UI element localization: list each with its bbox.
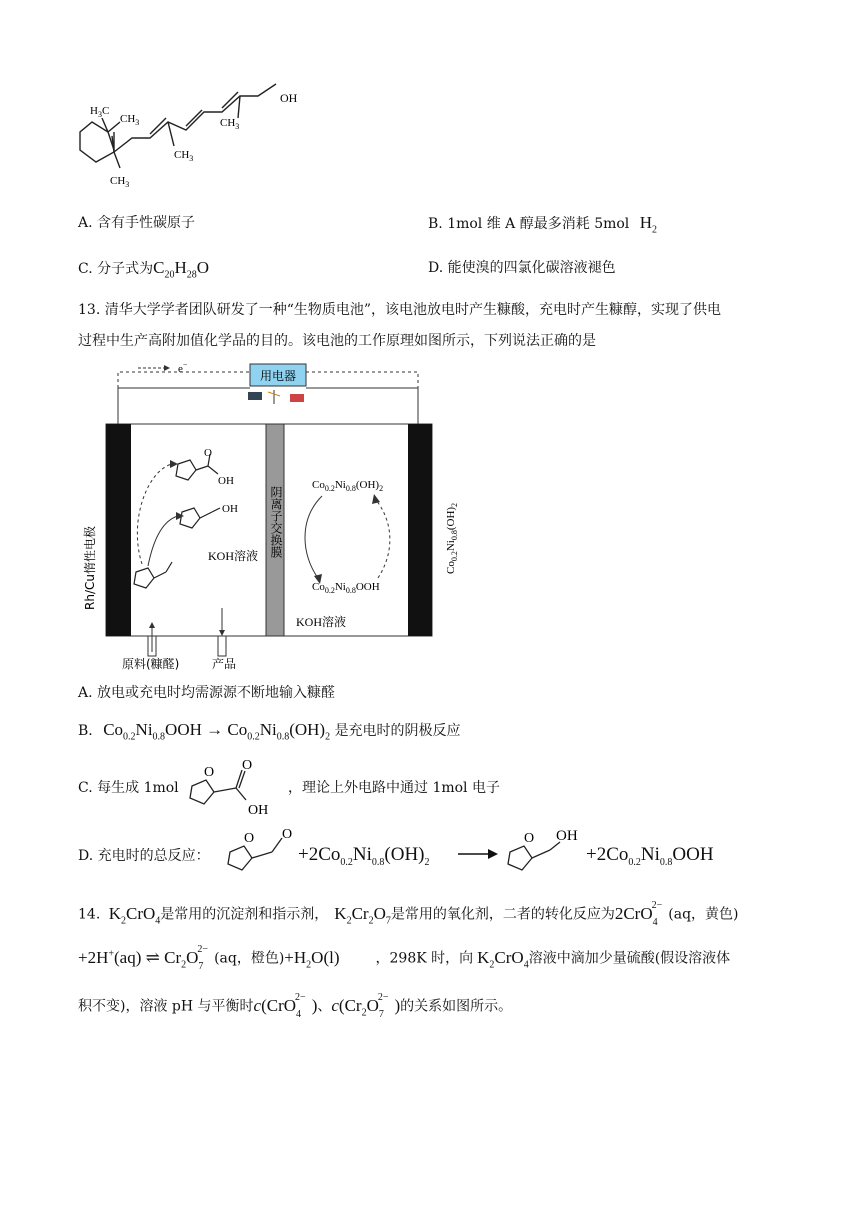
q13-stem-line2: 过程中生产高附加值化学品的目的。该电池的工作原理如图所示，下列说法正确的是: [78, 333, 596, 349]
membrane-label: 阴离子交换膜: [269, 486, 283, 558]
reaction-arrow: [456, 846, 500, 862]
q14-stem-line1: 14. $K_2CrO_4$是常用的沉淀剂和指示剂， $K_2Cr_2O_7$是常用的氧化剂，二者的转化反应为2CrO$_4^{2-}$(aq，黄色): [78, 900, 739, 929]
svg-text:CH3: $CH_3$: [220, 117, 240, 131]
koh-right-label: KOH溶液: [296, 615, 346, 629]
svg-text:H3C: $H_3C$: [90, 105, 110, 119]
q12-option-d[interactable]: D. 能使溴的四氯化碳溶液褪色: [428, 260, 616, 276]
svg-text:O: O: [204, 765, 215, 780]
oh-label: OH: [280, 91, 298, 105]
q13-stem-line1: 13. 清华大学学者团队研发了一种“生物质电池”，该电池放电时产生糠酸，充电时产生糠醇，实现了供电: [78, 302, 722, 318]
svg-text:OH: OH: [218, 475, 234, 487]
q13-option-a[interactable]: A. 放电或充电时均需源源不断地输入糠醛: [78, 685, 336, 701]
q14-stem-line2: +2H+(aq) ⇌ $Cr_2O_7^{2-}(aq$，橙色)$+H_2O(l)$ ，298K 时，向 $K_2CrO_4$溶液中滴加少量硫酸(假设溶液体: [78, 944, 731, 973]
svg-text:O: O: [204, 447, 212, 459]
furfuryl-alcohol-structure: [502, 824, 586, 874]
q13-option-d-product: $+2Co_{0.2}Ni_{0.8}OOH$: [586, 844, 714, 868]
svg-text:CH3: $CH_3$: [110, 175, 130, 189]
koh-left-label: KOH溶液: [208, 549, 258, 563]
svg-text:OH: OH: [222, 503, 238, 515]
svg-text:O: O: [524, 831, 535, 846]
svg-text:Co0.2Ni0.8OOH: $Co_{0.2}Ni_{0.8}OOH$: [312, 581, 380, 595]
svg-text:OH: OH: [556, 828, 578, 844]
q13-option-c[interactable]: C. 每生成 1mol: [78, 780, 179, 796]
q13-option-c-suffix: ，理论上外电路中通过 1mol 电子: [288, 780, 500, 796]
q13-option-d-reactant: $+2Co_{0.2}Ni_{0.8}(OH)_2$: [298, 844, 430, 868]
svg-text:O: O: [242, 758, 253, 773]
svg-text:CH3: $CH_3$: [174, 149, 194, 163]
q12-option-b[interactable]: B. 1mol 维 A 醇最多消耗 5mol $H_2$: [428, 213, 658, 236]
q13-option-b[interactable]: B. $Co_{0.2}Ni_{0.8}OOH \to Co_{0.2}Ni_{0.8}(OH)_2$ 是充电时的阴极反应: [78, 720, 461, 743]
q12-option-c[interactable]: C. 分子式为$C_{20}H_{28}O$: [78, 258, 210, 281]
svg-text:O: O: [244, 831, 255, 846]
svg-text:e−: e−: [178, 360, 188, 375]
svg-text:Co0.2Ni0.8(OH)2: $Co_{0.2}Ni_{0.8}(OH)_2$: [312, 479, 384, 493]
battery-diagram: [78, 360, 458, 672]
q13-option-d[interactable]: D. 充电时的总反应：: [78, 848, 210, 864]
raw-material-label: 原料(糠醛): [122, 657, 180, 671]
left-electrode-label: Rh/Cu惰性电极: [83, 526, 97, 610]
furfural-structure: [222, 826, 302, 876]
furoic-acid-structure: [184, 758, 284, 818]
svg-text:CH3: $CH_3$: [120, 113, 140, 127]
retinol-structure: [70, 70, 300, 195]
svg-text:O: O: [282, 827, 293, 842]
product-label: 产品: [212, 657, 237, 671]
appliance-label: 用电器: [259, 369, 297, 383]
q14-stem-line3: 积不变)，溶液 pH 与平衡时c(CrO$_4^{2-}$ )、$c(Cr_2O_7^{2-}$ )的关系如图所示。: [78, 992, 513, 1021]
right-electrode-label: $Co_{0.2}Ni_{0.8}(OH)_2$: [445, 502, 459, 574]
q12-option-a[interactable]: A. 含有手性碳原子: [78, 215, 196, 231]
svg-text:OH: OH: [248, 803, 269, 818]
